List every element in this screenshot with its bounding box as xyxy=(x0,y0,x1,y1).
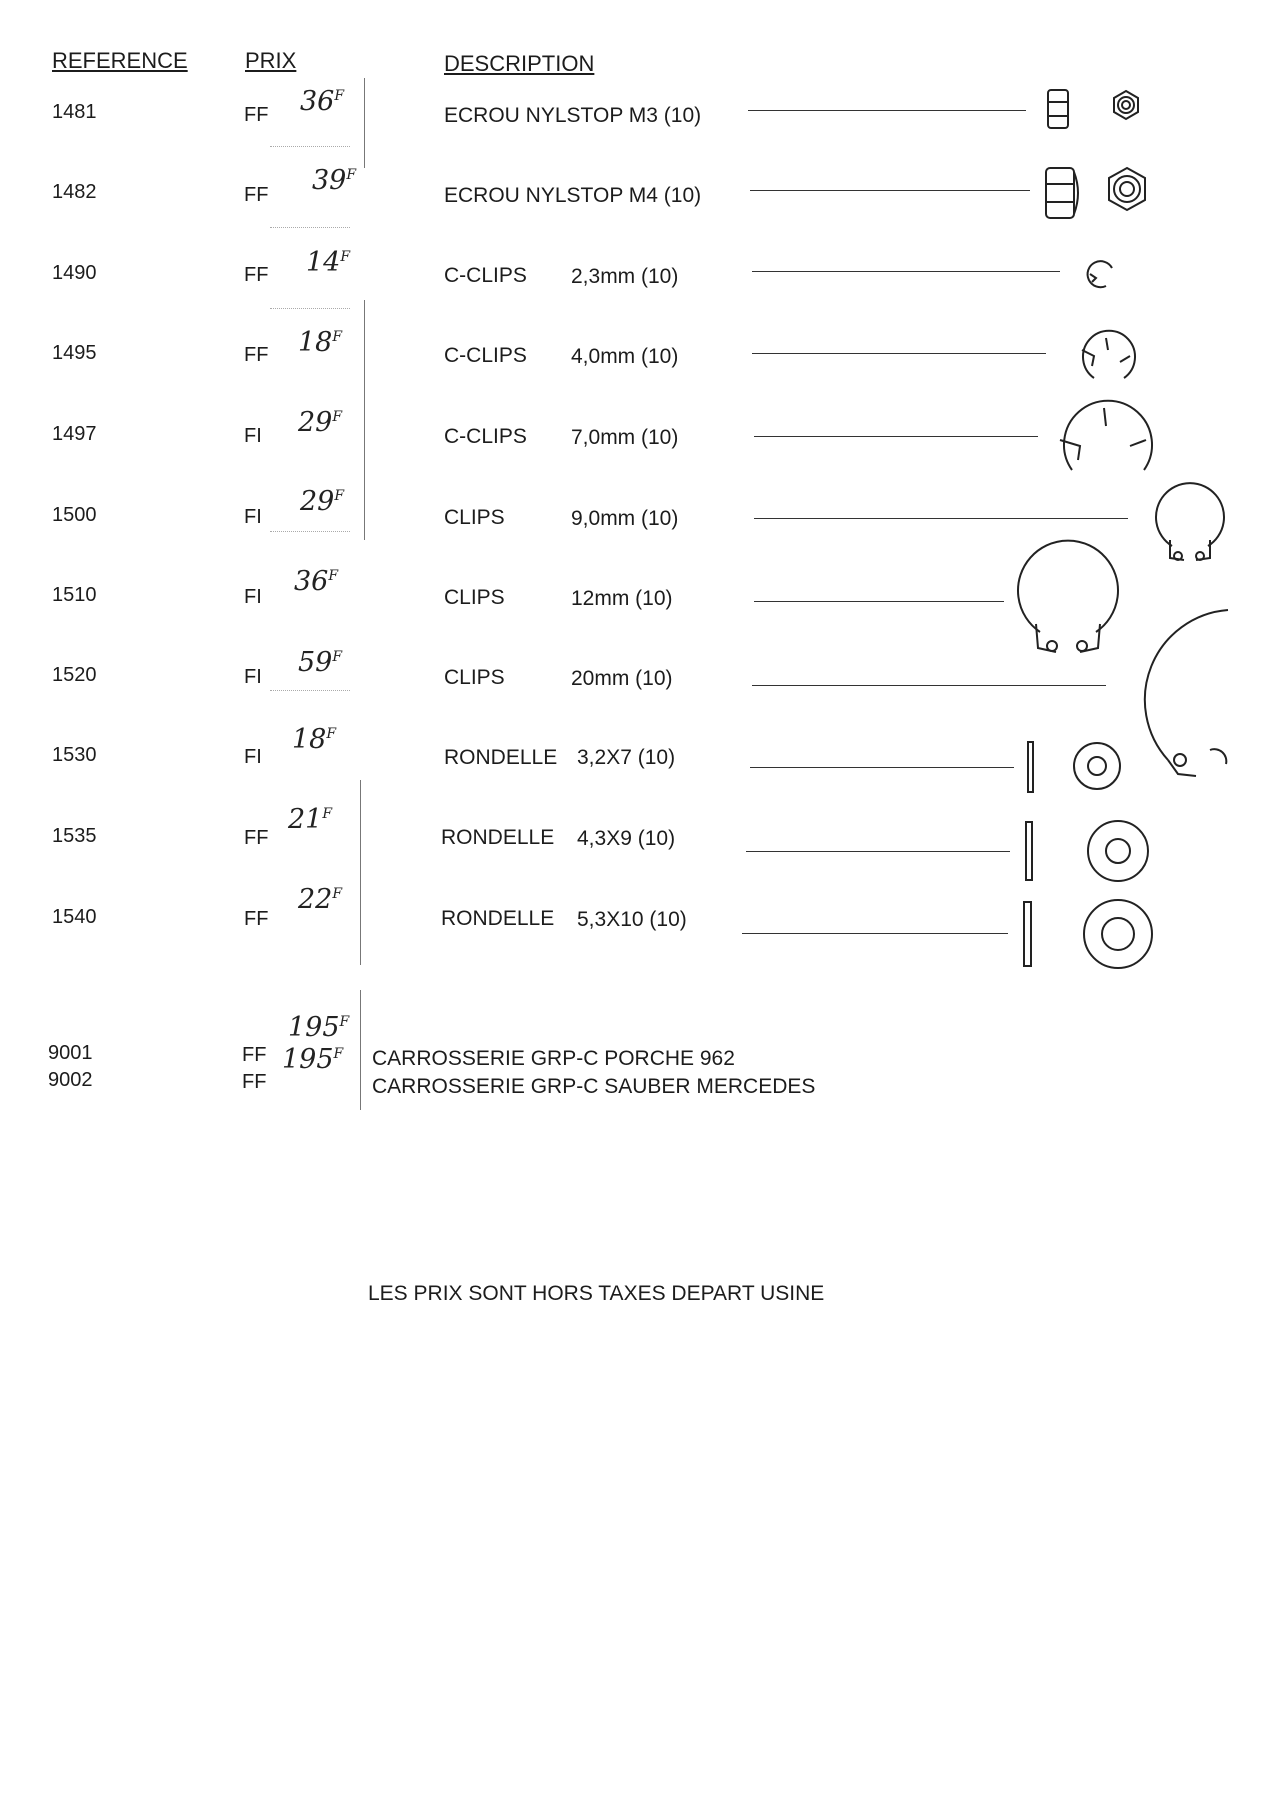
reference-9001: 9001 xyxy=(48,1042,93,1064)
handwritten-price: $195^F$ xyxy=(288,1012,350,1043)
reference-1497: 1497 xyxy=(52,423,97,445)
handwritten-price: $21^F$ xyxy=(288,804,333,835)
handwritten-price: $18^F$ xyxy=(292,724,337,755)
reference-1481: 1481 xyxy=(52,101,97,123)
reference-1510: 1510 xyxy=(52,584,97,606)
item-description: RONDELLE xyxy=(441,907,555,930)
handwritten-price: $29^F$ xyxy=(300,486,345,517)
prix-header: PRIX xyxy=(245,48,297,73)
reference-1520: 1520 xyxy=(52,664,97,686)
item-size: 3,2X7 (10) xyxy=(577,746,676,769)
item-size: 2,3mm (10) xyxy=(571,265,679,288)
currency-label: FI xyxy=(244,506,262,528)
nylstop-nut-m3-icon xyxy=(1048,90,1138,128)
c-clip-7mm-icon xyxy=(1060,401,1152,470)
item-size: 20mm (10) xyxy=(571,667,673,690)
currency-label: FF xyxy=(244,827,269,849)
currency-label: FI xyxy=(244,586,262,608)
reference-9002: 9002 xyxy=(48,1069,93,1091)
footer-note: LES PRIX SONT HORS TAXES DEPART USINE xyxy=(368,1282,825,1305)
description-header: DESCRIPTION xyxy=(444,51,595,76)
item-size: 5,3X10 (10) xyxy=(577,908,687,931)
handwritten-price: $29^F$ xyxy=(298,407,343,438)
item-size: 4,0mm (10) xyxy=(571,345,679,368)
item-description: ECROU NYLSTOP M4 (10) xyxy=(444,184,702,207)
item-description: CARROSSERIE GRP-C SAUBER MERCEDES xyxy=(372,1075,816,1098)
currency-label: FF xyxy=(244,184,269,206)
currency-label: FI xyxy=(244,746,262,768)
handwritten-price: $36^F$ xyxy=(300,86,345,117)
item-description: CLIPS xyxy=(444,506,505,529)
handwritten-price: $195^F$ xyxy=(282,1044,344,1075)
item-size: 12mm (10) xyxy=(571,587,673,610)
reference-1495: 1495 xyxy=(52,342,97,364)
handwritten-price: $14^F$ xyxy=(306,247,351,278)
reference-1482: 1482 xyxy=(52,181,97,203)
currency-label: FI xyxy=(244,666,262,688)
currency-label: FF xyxy=(244,908,269,930)
washer-3-2x7-icon xyxy=(1028,742,1120,792)
washer-5-3x10-icon xyxy=(1024,900,1152,968)
currency-label: FI xyxy=(244,425,262,447)
reference-1540: 1540 xyxy=(52,906,97,928)
currency-label: FF xyxy=(242,1071,267,1093)
currency-label: FF xyxy=(244,264,269,286)
currency-label: FF xyxy=(242,1044,267,1066)
handwritten-price: $59^F$ xyxy=(298,647,343,678)
item-description: CLIPS xyxy=(444,666,505,689)
reference-1535: 1535 xyxy=(52,825,97,847)
c-clip-2-3mm-icon xyxy=(1088,261,1112,287)
reference-1500: 1500 xyxy=(52,504,97,526)
c-clip-4mm-icon xyxy=(1082,331,1135,378)
item-description: C-CLIPS xyxy=(444,344,527,367)
washer-4-3x9-icon xyxy=(1026,821,1148,881)
item-description: ECROU NYLSTOP M3 (10) xyxy=(444,104,702,127)
item-description: C-CLIPS xyxy=(444,264,527,287)
item-description: RONDELLE xyxy=(441,826,555,849)
circlip-20mm-icon xyxy=(1145,610,1228,776)
item-description: CARROSSERIE GRP-C PORCHE 962 xyxy=(372,1047,735,1070)
circlip-12mm-icon xyxy=(1018,541,1118,652)
reference-header: REFERENCE xyxy=(52,48,188,73)
handwritten-price: $36^F$ xyxy=(294,566,339,597)
item-description: C-CLIPS xyxy=(444,425,527,448)
item-size: 7,0mm (10) xyxy=(571,426,679,449)
reference-1530: 1530 xyxy=(52,744,97,766)
handwritten-price: $39^F$ xyxy=(312,165,357,196)
currency-label: FF xyxy=(244,344,269,366)
handwritten-price: $18^F$ xyxy=(298,327,343,358)
reference-1490: 1490 xyxy=(52,262,97,284)
currency-label: FF xyxy=(244,104,269,126)
item-description: CLIPS xyxy=(444,586,505,609)
item-size: 9,0mm (10) xyxy=(571,507,679,530)
item-description: RONDELLE xyxy=(444,746,558,769)
nylstop-nut-m4-icon xyxy=(1046,168,1145,218)
handwritten-price: $22^F$ xyxy=(298,884,343,915)
circlip-9mm-icon xyxy=(1156,483,1224,560)
item-size: 4,3X9 (10) xyxy=(577,827,676,850)
